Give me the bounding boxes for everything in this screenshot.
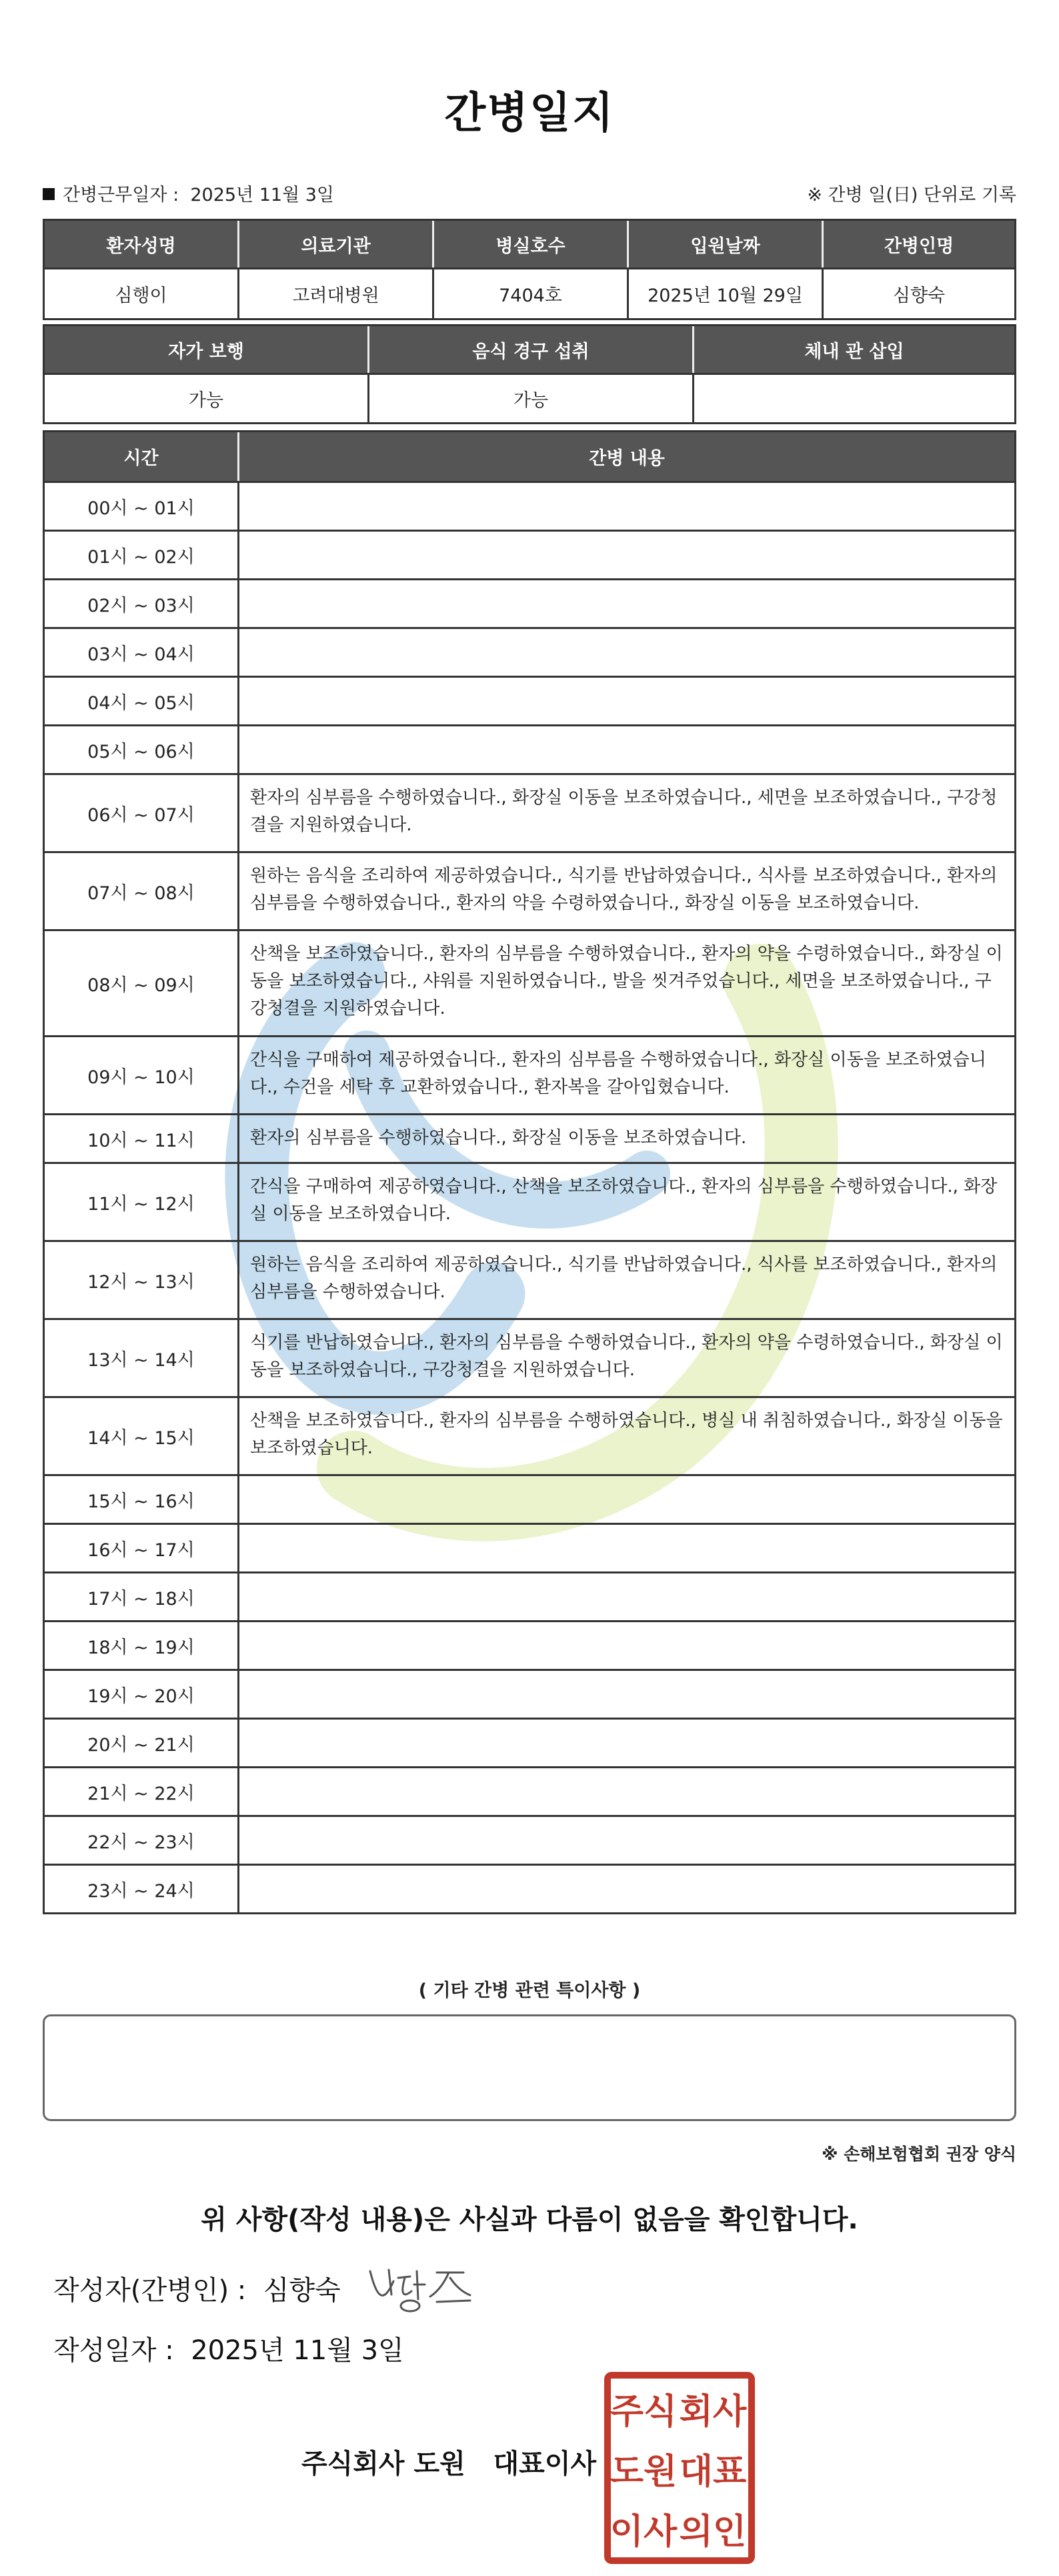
care-content: 간식을 구매하여 제공하였습니다., 환자의 심부름을 수행하였습니다., 화장실 이동을 보조하였습니다., 수건을 세탁 후 교환하였습니다., 환자복을 갈아입혔습니다. (250, 1050, 986, 1097)
care-content (239, 580, 1014, 627)
ability-table-values (43, 375, 1016, 424)
written-date-value: 2025년 11월 3일 (191, 2335, 404, 2366)
association-note: ※ 손해보험협회 권장 양식 (822, 2144, 1016, 2164)
care-content: 식기를 반납하였습니다., 환자의 심부름을 수행하였습니다., 환자의 약을 수령하였습니다., 화장실 이동을 보조하였습니다., 구강청결을 지원하였습니다. (250, 1333, 1003, 1380)
care-content: 간식을 구매하여 제공하였습니다., 산책을 보조하였습니다., 환자의 심부름을 수행하였습니다., 화장실 이동을 보조하였습니다. (250, 1177, 998, 1224)
time-slot: 19시 ~ 20시 (45, 1671, 239, 1718)
header-patient-name: 환자성명 (45, 221, 239, 267)
square-bullet-icon (43, 188, 55, 200)
company-seal-stamp (604, 2371, 756, 2565)
care-content (239, 1476, 1014, 1523)
tube-insertion-value (694, 375, 1014, 422)
table-row (45, 627, 1014, 676)
oral-intake-value: 가능 (369, 375, 694, 422)
time-slot: 05시 ~ 06시 (45, 726, 239, 773)
care-log-table (43, 430, 1016, 1914)
care-log-header (45, 432, 1014, 481)
header-caregiver: 간병인명 (824, 221, 1014, 267)
table-row (45, 1571, 1014, 1620)
table-row (45, 1718, 1014, 1766)
self-walking-value: 가능 (45, 375, 369, 422)
duty-date: 2025년 11월 3일 (190, 185, 335, 205)
svg-text:회사: 회사 (679, 2392, 747, 2432)
writer-label: 작성자(간병인) : (53, 2275, 247, 2306)
time-slot: 00시 ~ 01시 (45, 483, 239, 530)
header-care-content: 간병 내용 (589, 448, 665, 469)
room-number: 7404호 (434, 269, 629, 318)
time-slot: 20시 ~ 21시 (45, 1720, 239, 1766)
time-slot: 16시 ~ 17시 (45, 1525, 239, 1571)
page-title: 간병일지 (444, 89, 615, 138)
care-content (239, 1866, 1014, 1912)
table-row (45, 1620, 1014, 1669)
time-slot: 18시 ~ 19시 (45, 1622, 239, 1669)
table-row (45, 773, 1014, 851)
care-content (239, 629, 1014, 676)
confirmation-statement: 위 사항(작성 내용)은 사실과 다름이 없음을 확인합니다. (201, 2204, 858, 2235)
time-slot: 14시 ~ 15시 (45, 1398, 239, 1474)
care-content (239, 1573, 1014, 1620)
time-slot: 11시 ~ 12시 (45, 1164, 239, 1240)
time-slot: 17시 ~ 18시 (45, 1573, 239, 1620)
time-slot: 23시 ~ 24시 (45, 1866, 239, 1912)
header-room: 병실호수 (434, 221, 629, 267)
written-date-line (53, 2329, 404, 2367)
care-content: 산책을 보조하였습니다., 환자의 심부름을 수행하였습니다., 병실 내 취침하였습니다., 화장실 이동을 보조하였습니다. (250, 1411, 1003, 1458)
care-content (239, 1768, 1014, 1815)
care-content (239, 1671, 1014, 1718)
handwritten-signature (363, 2258, 483, 2318)
time-slot: 13시 ~ 14시 (45, 1320, 239, 1396)
admission-date: 2025년 10월 29일 (629, 269, 824, 318)
table-row (45, 1162, 1014, 1240)
time-slot: 15시 ~ 16시 (45, 1476, 239, 1523)
care-content (239, 1817, 1014, 1864)
care-content (239, 532, 1014, 578)
company-signatory: 주식회사 도원 대표이사 (301, 2449, 597, 2479)
svg-text:이사: 이사 (610, 2512, 678, 2552)
time-slot: 06시 ~ 07시 (45, 775, 239, 851)
care-log-rows (45, 481, 1014, 1912)
written-date-label: 작성일자 : (53, 2335, 174, 2366)
svg-text:대표: 대표 (679, 2452, 747, 2492)
care-content (239, 726, 1014, 773)
care-content: 원하는 음식을 조리하여 제공하였습니다., 식기를 반납하였습니다., 식사를 보조하였습니다., 환자의 심부름을 수행하였습니다., 환자의 약을 수령하였습니다., 화장실 이동을 보조하였습니다. (250, 866, 998, 913)
record-note: ※ 간병 일(日) 단위로 기록 (807, 185, 1016, 205)
time-slot: 02시 ~ 03시 (45, 580, 239, 627)
care-content (239, 1525, 1014, 1571)
table-row (45, 1815, 1014, 1864)
table-row (45, 1318, 1014, 1396)
time-slot: 07시 ~ 08시 (45, 853, 239, 929)
time-slot: 03시 ~ 04시 (45, 629, 239, 676)
ability-table-header (43, 324, 1016, 375)
writer-line (53, 2269, 341, 2307)
table-row (45, 481, 1014, 530)
care-content (239, 1720, 1014, 1766)
patient-name: 심행이 (45, 269, 239, 318)
care-content (239, 678, 1014, 724)
table-row (45, 851, 1014, 929)
time-slot: 12시 ~ 13시 (45, 1242, 239, 1318)
patient-table-values (43, 269, 1016, 320)
table-row (45, 724, 1014, 773)
time-slot: 22시 ~ 23시 (45, 1817, 239, 1864)
patient-table-header (43, 219, 1016, 269)
table-row (45, 929, 1014, 1035)
header-admission-date: 입원날짜 (629, 221, 824, 267)
header-time: 시간 (45, 432, 239, 481)
care-content: 원하는 음식을 조리하여 제공하였습니다., 식기를 반납하였습니다., 식사를 보조하였습니다., 환자의 심부름을 수행하였습니다. (250, 1255, 998, 1302)
time-slot: 21시 ~ 22시 (45, 1768, 239, 1815)
header-tube-insertion: 체내 관 삽입 (694, 326, 1014, 373)
hospital-name: 고려대병원 (239, 269, 434, 318)
writer-name: 심향숙 (263, 2275, 341, 2306)
table-row (45, 1113, 1014, 1162)
time-slot: 10시 ~ 11시 (45, 1115, 239, 1162)
care-content: 환자의 심부름을 수행하였습니다., 화장실 이동을 보조하였습니다. (250, 1128, 747, 1148)
table-row (45, 578, 1014, 627)
duty-date-line (43, 180, 334, 206)
table-row (45, 1669, 1014, 1718)
table-row (45, 1766, 1014, 1815)
care-content (239, 1622, 1014, 1669)
care-content: 환자의 심부름을 수행하였습니다., 화장실 이동을 보조하였습니다., 세면을 보조하였습니다., 구강청결을 지원하였습니다. (250, 788, 998, 835)
table-row (45, 1035, 1014, 1113)
time-slot: 01시 ~ 02시 (45, 532, 239, 578)
table-row (45, 530, 1014, 578)
time-slot: 08시 ~ 09시 (45, 931, 239, 1035)
care-content (239, 483, 1014, 530)
svg-text:의인: 의인 (679, 2512, 747, 2552)
care-content: 산책을 보조하였습니다., 환자의 심부름을 수행하였습니다., 환자의 약을 수령하였습니다., 화장실 이동을 보조하였습니다., 샤워를 지원하였습니다., 발을 씻겨주었습니다., 세면을 보조하였습니다., 구강청결을 지원하였습니다. (250, 944, 1003, 1019)
svg-text:주식: 주식 (610, 2392, 678, 2432)
duty-label: 간병근무일자 : (63, 185, 179, 205)
table-row (45, 1523, 1014, 1571)
time-slot: 09시 ~ 10시 (45, 1037, 239, 1113)
header-hospital: 의료기관 (239, 221, 434, 267)
time-slot: 04시 ~ 05시 (45, 678, 239, 724)
table-row (45, 1396, 1014, 1474)
table-row (45, 676, 1014, 724)
header-oral-intake: 음식 경구 섭취 (369, 326, 694, 373)
header-self-walking: 자가 보행 (45, 326, 369, 373)
svg-text:도원: 도원 (610, 2452, 678, 2492)
table-row (45, 1240, 1014, 1318)
table-row (45, 1474, 1014, 1523)
special-notes-label: ( 기타 간병 관련 특이사항 ) (418, 1980, 641, 2001)
table-row (45, 1864, 1014, 1912)
special-notes-box (43, 2014, 1016, 2121)
caregiver-name: 심향숙 (892, 285, 946, 306)
